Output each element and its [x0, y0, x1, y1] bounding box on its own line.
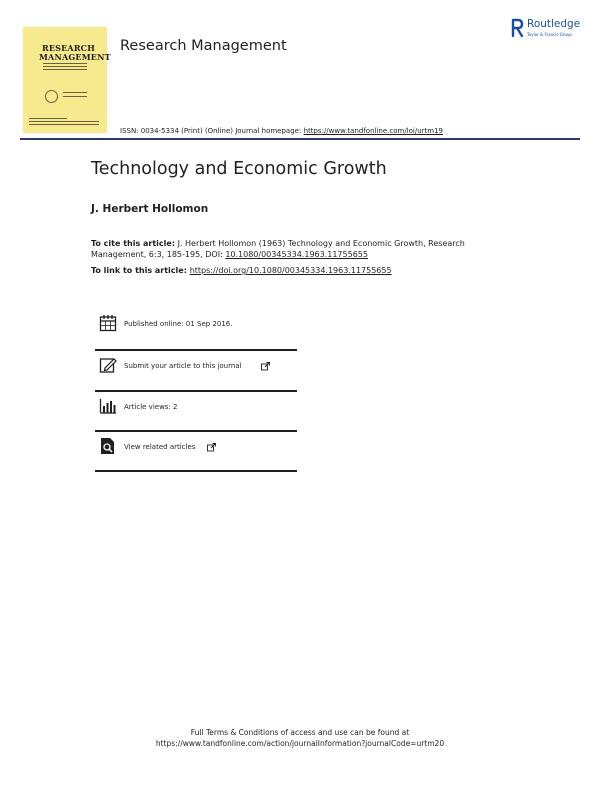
issn-line [120, 127, 443, 135]
cover-text-line [29, 124, 99, 125]
external-link-icon [261, 362, 270, 371]
cover-text-line [29, 118, 67, 119]
related-articles-row[interactable] [95, 432, 297, 472]
cover-text-line [63, 92, 87, 93]
link-label: To link to this article: [91, 266, 190, 275]
publisher-subtitle: Taylor & Francis Group [527, 32, 572, 37]
article-title: Technology and Economic Growth [91, 159, 387, 179]
article-views-row [95, 392, 297, 432]
article-views-text: Article views: 2 [124, 403, 178, 411]
calendar-icon [99, 314, 117, 332]
submit-article-link[interactable]: Submit your article to this journal [124, 362, 242, 370]
issn-text: ISSN: 0034-5334 (Print) (Online) Journal homepage: [120, 127, 304, 135]
publisher-logo[interactable] [511, 18, 591, 40]
edit-icon [99, 356, 117, 374]
article-author[interactable]: J. Herbert Hollomon [91, 203, 209, 215]
journal-title[interactable]: Research Management [120, 38, 287, 54]
footer-terms-text: Full Terms & Conditions of access and use can be found at [190, 728, 410, 737]
cover-seal-icon [45, 90, 58, 103]
published-online-row [95, 309, 297, 349]
search-doc-icon [99, 437, 117, 455]
article-doi-url-link[interactable]: https://doi.org/10.1080/00345334.1963.11755655 [189, 266, 392, 275]
footer-terms-link[interactable]: https://www.tandfonline.com/action/journalInformation?journalCode=urtm20 [155, 739, 445, 748]
cover-text-line [43, 69, 87, 70]
journal-homepage-link[interactable]: https://www.tandfonline.com/loi/urtm19 [303, 127, 443, 135]
doi-link[interactable]: 10.1080/00345334.1963.11755655 [225, 250, 368, 259]
submit-article-row[interactable] [95, 351, 297, 391]
cover-text-line [63, 96, 87, 97]
citation-label: To cite this article: [91, 239, 176, 248]
article-link-line [91, 266, 392, 275]
external-link-icon [207, 443, 216, 452]
cover-title-line1: RESEARCH [42, 43, 96, 53]
cover-title-line2: MANAGEMENT [39, 52, 111, 62]
cover-text-line [43, 66, 87, 67]
citation-block [91, 238, 501, 260]
cover-text-line [43, 63, 87, 64]
publisher-name: Routledge [527, 18, 581, 30]
published-online-text: Published online: 01 Sep 2016. [124, 320, 233, 328]
cover-text-line [29, 121, 99, 122]
routledge-r-icon [511, 18, 524, 38]
journal-cover-image [23, 27, 111, 133]
header-divider [20, 138, 580, 140]
related-articles-link[interactable]: View related articles [124, 443, 196, 451]
citation-text: J. Herbert Hollomon (1963) Technology and Economic Growth, Research Management, 6:3, 185-195, DOI: [91, 239, 465, 259]
bar-chart-icon [99, 397, 117, 415]
